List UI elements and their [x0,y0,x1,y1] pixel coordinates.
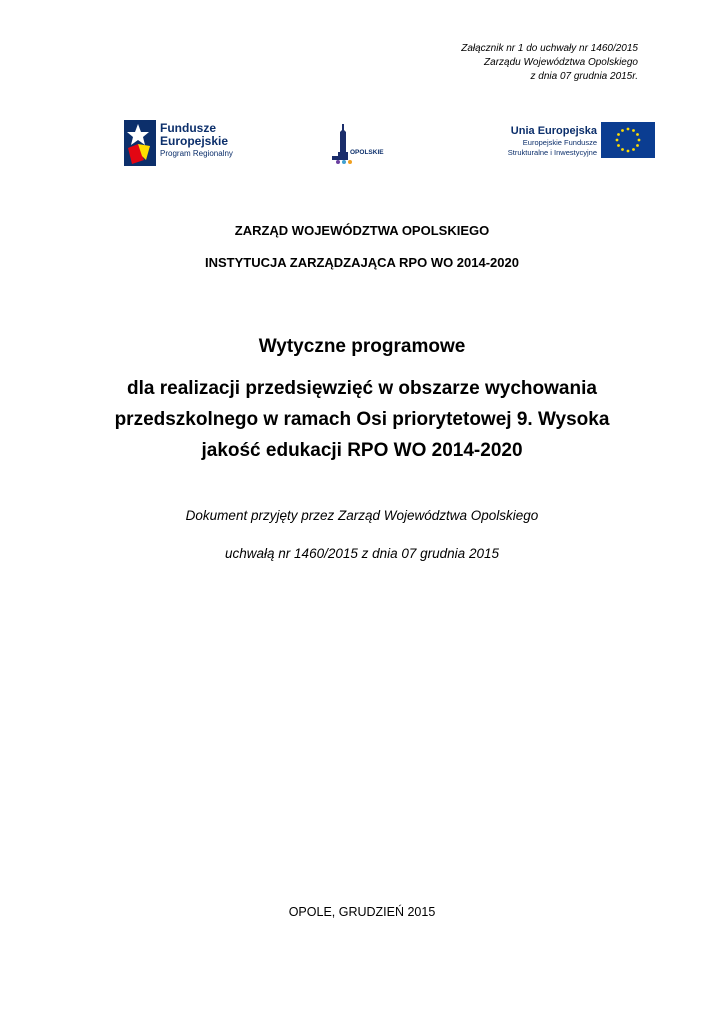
annex-note [461,42,638,84]
opolskie-logo [328,122,398,166]
place-and-date: OPOLE, GRUDZIEŃ 2015 [288,905,436,919]
title-main: Wytyczne programowe [258,336,466,357]
fundusze-line-1: Fundusze [160,121,216,135]
ue-title: Unia Europejska [510,125,597,137]
annex-line-1: Załącznik nr 1 do uchwały nr 1460/2015 [461,43,638,54]
managing-institution: INSTYTUCJA ZARZĄDZAJĄCA RPO WO 2014-2020 [205,255,519,270]
adoption-note-1: Dokument przyjęty przez Zarząd Województwa Opolskiego [185,508,539,523]
ue-subtitle-1: Europejskie Fundusze [522,138,597,147]
annex-line-2: Zarządu Województwa Opolskiego [484,57,638,68]
opolskie-label: OPOLSKIE [350,149,384,156]
fundusze-europejskie-logo [124,116,254,166]
title-line-3: jakość edukacji RPO WO 2014-2020 [201,440,523,461]
fundusze-star-icon [124,116,156,166]
eu-flag-icon [601,122,655,158]
fundusze-line-2: Europejskie [160,133,229,148]
opolskie-tower-icon [328,122,398,166]
authority-name: ZARZĄD WOJEWÓDZTWA OPOLSKIEGO [234,223,490,238]
document-title [0,331,724,466]
adoption-note-2: uchwałą nr 1460/2015 z dnia 07 grudnia 2015 [225,546,499,561]
unia-europejska-logo [492,120,655,162]
ue-subtitle-2: Strukturalne i Inwestycyjne [507,147,597,157]
title-line-1: dla realizacji przedsięwzięć w obszarze wychowania [127,378,597,399]
logo-bar [120,114,655,168]
annex-line-3: z dnia 07 grudnia 2015r. [530,71,638,82]
fundusze-subtitle: Program Regionalny [160,149,233,158]
title-line-2: przedszkolnego w ramach Osi priorytetowej 9. Wysoka [114,409,610,430]
